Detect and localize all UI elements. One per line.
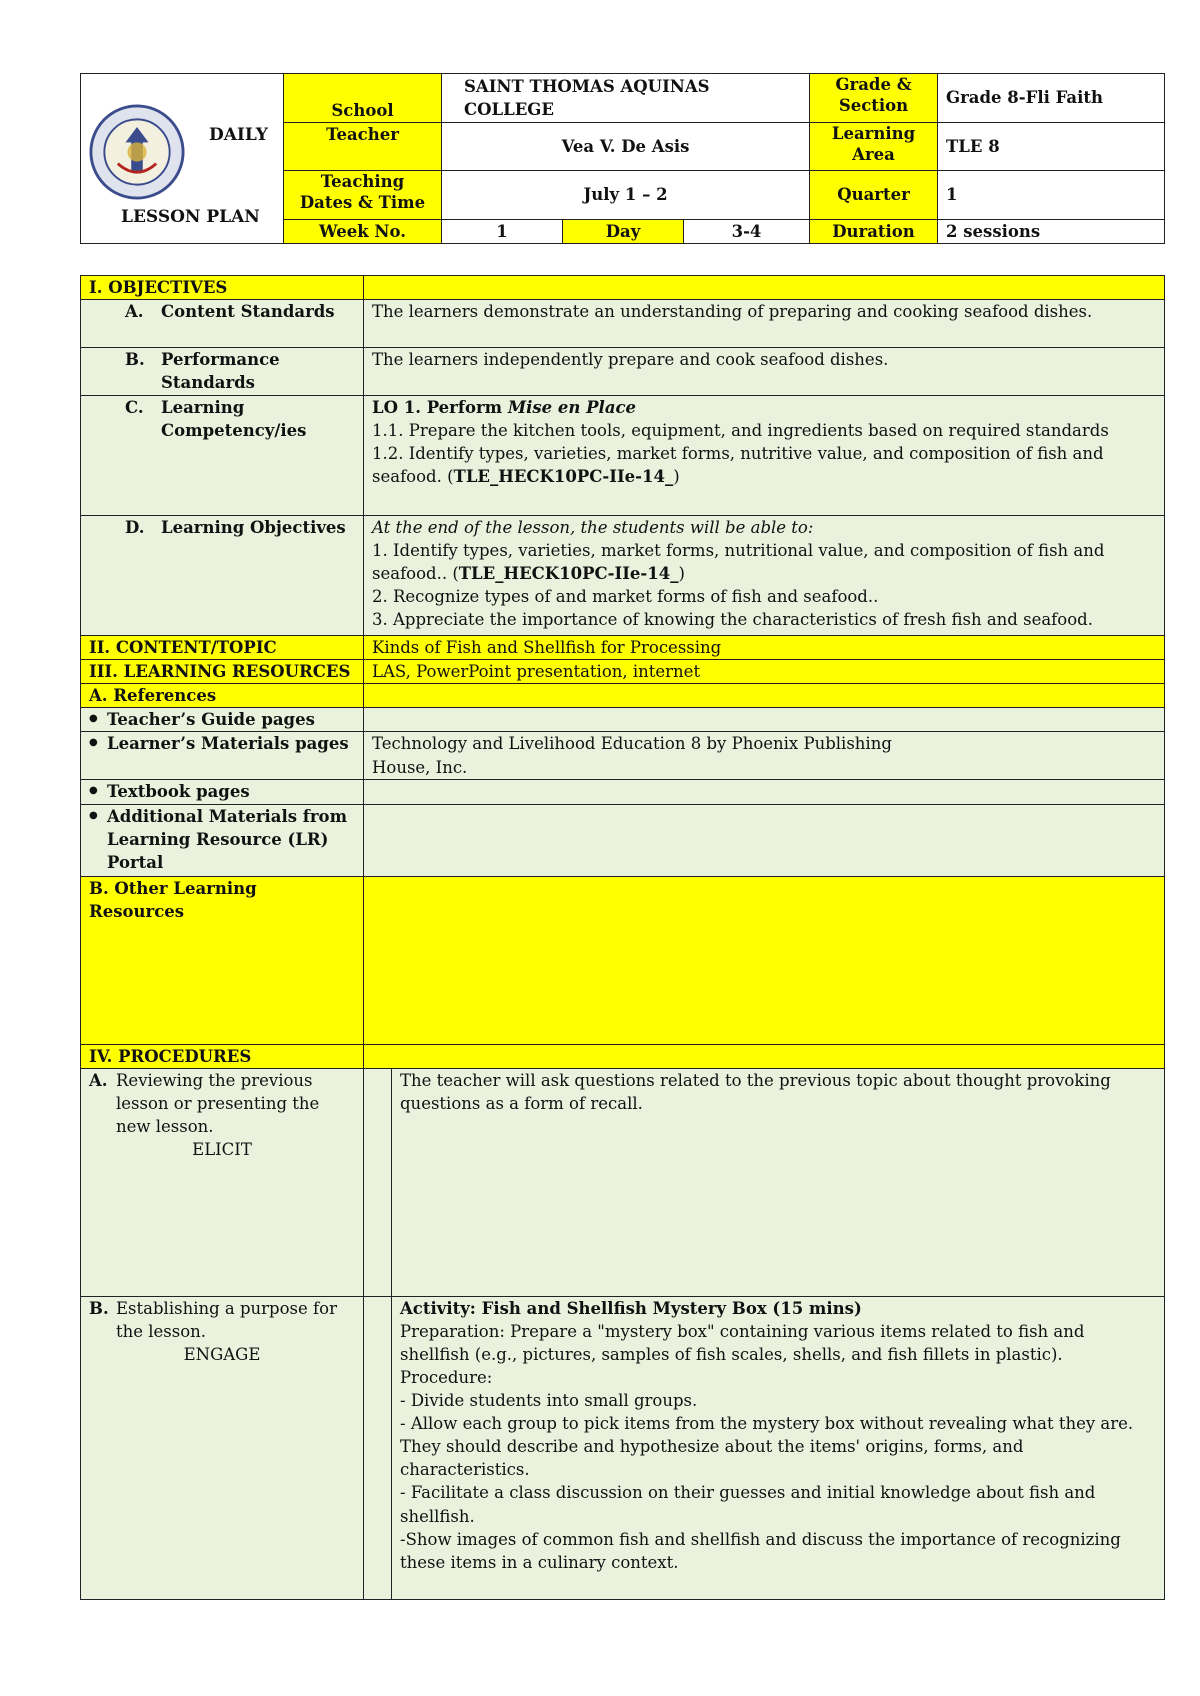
area-label: Learning Area (810, 123, 938, 171)
content-topic-value: Kinds of Fish and Shellfish for Processing (364, 636, 1165, 660)
learning-objectives-label: D. Learning Objectives (81, 516, 364, 636)
competency-label: C. Learning Competency/ies (81, 396, 364, 516)
objectives-heading: I. OBJECTIVES (81, 276, 364, 300)
area-value: TLE 8 (938, 123, 1165, 171)
school-value: SAINT THOMAS AQUINAS COLLEGE (442, 74, 810, 123)
procedure-a-phase: ELICIT (192, 1139, 252, 1159)
resources-heading: III. LEARNING RESOURCES (81, 660, 364, 684)
additional-materials-value (364, 804, 1165, 876)
grade-value: Grade 8-Fli Faith (938, 74, 1165, 123)
teachers-guide-value (364, 708, 1165, 732)
week-value: 1 (442, 220, 563, 244)
textbook-value (364, 780, 1165, 804)
learning-objectives-text: At the end of the lesson, the students will be able to: 1. Identify types, varieties, market forms, nutritional value, and composition of fish and seafood.. (TLE_HECK10PC-IIe-14_) 2. Recognize types of and market forms of fish and seafood.. 3. Appreciate the importance of knowing the characteristics of fresh fish and seafood. (364, 516, 1165, 636)
content-standards-text: The learners demonstrate an understanding of preparing and cooking seafood dishes. (364, 300, 1165, 348)
lesson-plan-title: LESSON PLAN (121, 207, 260, 227)
performance-standards-label: B. Performance Standards (81, 348, 364, 396)
teacher-label: Teacher (284, 123, 442, 171)
duration-label: Duration (810, 220, 938, 244)
lesson-plan-table (80, 275, 1165, 1600)
logo-cell (81, 74, 284, 244)
procedure-a-label: A. Reviewing the previous lesson or presenting the new lesson. ELICIT (81, 1068, 364, 1296)
other-resources-value (364, 876, 1165, 1044)
procedure-b-spacer (364, 1296, 392, 1599)
learners-materials-label: ● Learner’s Materials pages (81, 732, 364, 780)
learners-materials-value: Technology and Livelihood Education 8 by Phoenix Publishing House, Inc. (364, 732, 1165, 780)
resources-value: LAS, PowerPoint presentation, internet (364, 660, 1165, 684)
procedure-a-spacer (364, 1068, 392, 1296)
content-standards-label: A. Content Standards (81, 300, 364, 348)
procedure-a-text: The teacher will ask questions related to the previous topic about thought provoking questions as a form of recall. (392, 1068, 1165, 1296)
other-resources-label: B. Other Learning Resources (81, 876, 364, 1044)
content-topic-heading: II. CONTENT/TOPIC (81, 636, 364, 660)
procedure-b-label: B. Establishing a purpose for the lesson. ENGAGE (81, 1296, 364, 1599)
objectives-heading-fill (364, 276, 1165, 300)
day-value: 3-4 (684, 220, 810, 244)
school-label: School (284, 74, 442, 123)
procedures-heading-fill (364, 1044, 1165, 1068)
daily-title: DAILY (209, 125, 268, 145)
performance-standards-text: The learners independently prepare and cook seafood dishes. (364, 348, 1165, 396)
quarter-label: Quarter (810, 171, 938, 220)
procedures-heading: IV. PROCEDURES (81, 1044, 364, 1068)
additional-materials-label: ● Additional Materials from Learning Resource (LR) Portal (81, 804, 364, 876)
duration-value: 2 sessions (938, 220, 1165, 244)
quarter-value: 1 (938, 171, 1165, 220)
teacher-value: Vea V. De Asis (442, 123, 810, 171)
week-label: Week No. (284, 220, 442, 244)
textbook-label: ● Textbook pages (81, 780, 364, 804)
deped-seal-icon (89, 104, 185, 200)
header-table (80, 73, 1165, 244)
day-label: Day (563, 220, 684, 244)
references-heading: A. References (81, 684, 364, 708)
teachers-guide-label: ● Teacher’s Guide pages (81, 708, 364, 732)
procedure-b-phase: ENGAGE (183, 1344, 261, 1364)
grade-label: Grade & Section (810, 74, 938, 123)
procedure-b-text: Activity: Fish and Shellfish Mystery Box (15 mins) Preparation: Prepare a "mystery box" containing various items related to fish and shellfish (e.g., pictures, samples of fish scales, shells, and fish fillets in plastic). Procedure: - Divide students into small groups. - Allow each group to pick items from the mystery box without revealing what they are. They should describe and hypothesize about the items' origins, forms, and characteristics. - Facilitate a class discussion on their guesses and initial knowledge about fish and shellfish. -Show images of common fish and shellfish and discuss the importance of recognizing these items in a culinary context. (392, 1296, 1165, 1599)
dates-label: Teaching Dates & Time (284, 171, 442, 220)
dates-value: July 1 – 2 (442, 171, 810, 220)
competency-text: LO 1. Perform Mise en Place 1.1. Prepare the kitchen tools, equipment, and ingredients based on required standards 1.2. Identify types, varieties, market forms, nutritive value, and composition of fish and seafood. (TLE_HECK10PC-IIe-14_) (364, 396, 1165, 516)
references-fill (364, 684, 1165, 708)
